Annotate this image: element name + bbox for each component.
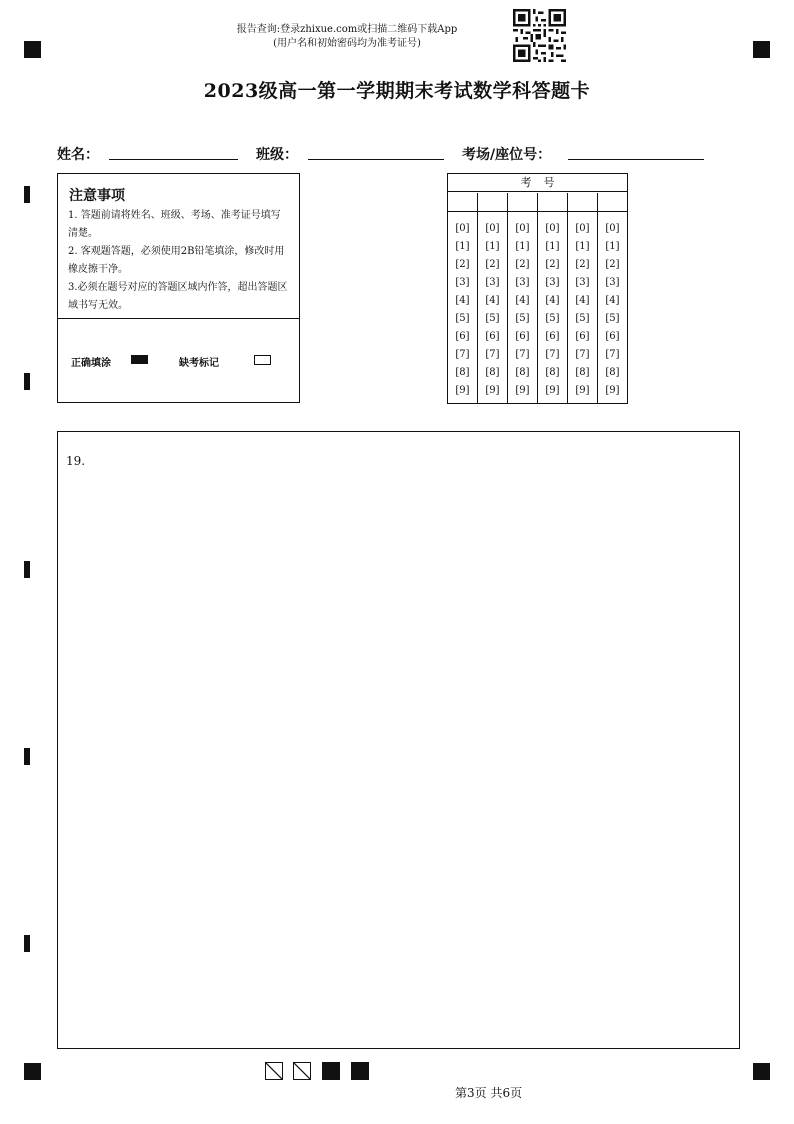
exam-digit-bubble[interactable]: [1]: [485, 241, 500, 252]
exam-digit-bubble[interactable]: [9]: [575, 385, 590, 396]
exam-digit-bubble[interactable]: [7]: [545, 349, 560, 360]
exam-digit-bubble[interactable]: [0]: [605, 223, 620, 234]
exam-digit-bubble[interactable]: [4]: [485, 295, 500, 306]
exam-digit-bubble[interactable]: [2]: [605, 259, 620, 270]
exam-digit-bubble[interactable]: [5]: [545, 313, 560, 324]
absent-mark-box[interactable]: [254, 355, 271, 365]
exam-digit-bubble[interactable]: [2]: [455, 259, 470, 270]
exam-digit-bubble[interactable]: [3]: [605, 277, 620, 288]
exam-digit-bubble[interactable]: [3]: [485, 277, 500, 288]
exam-digit-bubble[interactable]: [3]: [455, 277, 470, 288]
exam-digit-bubble[interactable]: [5]: [605, 313, 620, 324]
filled-box-icon: [322, 1062, 340, 1080]
exam-digit-bubble[interactable]: [3]: [575, 277, 590, 288]
exam-digit-bubble[interactable]: [0]: [455, 223, 470, 234]
room-seat-label: 考场/座位号：: [462, 147, 552, 163]
exam-digit-bubble[interactable]: [0]: [575, 223, 590, 234]
exam-digit-bubble[interactable]: [8]: [575, 367, 590, 378]
login-hint-note: (用户名和初始密码均为准考证号): [273, 38, 421, 49]
exam-digit-bubble[interactable]: [4]: [455, 295, 470, 306]
notice-item: 2. 客观题答题，必须使用2B铅笔填涂，修改时用橡皮擦干净。: [68, 246, 285, 275]
notice-box: [57, 173, 300, 403]
exam-number-write-box[interactable]: [568, 193, 597, 212]
exam-digit-bubble[interactable]: [9]: [545, 385, 560, 396]
class-input-line[interactable]: [308, 159, 444, 160]
exam-number-column: [537, 193, 567, 403]
exam-digit-bubble[interactable]: [6]: [455, 331, 470, 342]
name-input-line[interactable]: [109, 159, 238, 160]
exam-digit-bubble[interactable]: [9]: [485, 385, 500, 396]
exam-number-column: [477, 193, 507, 403]
exam-digit-bubble[interactable]: [6]: [605, 331, 620, 342]
exam-number-write-box[interactable]: [508, 193, 537, 212]
exam-digit-bubble[interactable]: [7]: [485, 349, 500, 360]
notice-item: 3.必须在题号对应的答题区域内作答，超出答题区域书写无效。: [68, 282, 288, 311]
exam-number-bubbles: [508, 212, 537, 400]
exam-digit-bubble[interactable]: [5]: [485, 313, 500, 324]
exam-number-column: [507, 193, 537, 403]
exam-digit-bubble[interactable]: [4]: [605, 295, 620, 306]
exam-digit-bubble[interactable]: [2]: [485, 259, 500, 270]
room-seat-input-line[interactable]: [568, 159, 704, 160]
class-label: 班级：: [256, 147, 298, 163]
registration-mark-bottom-left: [24, 1063, 41, 1080]
timing-mark: [24, 186, 30, 203]
exam-digit-bubble[interactable]: [6]: [575, 331, 590, 342]
exam-digit-bubble[interactable]: [4]: [545, 295, 560, 306]
exam-number-column: [597, 193, 627, 403]
filled-box-icon: [351, 1062, 369, 1080]
exam-number-bubbles: [538, 212, 567, 400]
exam-digit-bubble[interactable]: [8]: [515, 367, 530, 378]
exam-digit-bubble[interactable]: [8]: [455, 367, 470, 378]
exam-digit-bubble[interactable]: [1]: [455, 241, 470, 252]
exam-digit-bubble[interactable]: [5]: [575, 313, 590, 324]
exam-digit-bubble[interactable]: [4]: [575, 295, 590, 306]
correct-fill-label: 正确填涂: [71, 358, 111, 369]
exam-number-bubbles: [568, 212, 597, 400]
exam-digit-bubble[interactable]: [0]: [485, 223, 500, 234]
exam-digit-bubble[interactable]: [8]: [605, 367, 620, 378]
exam-number-write-box[interactable]: [598, 193, 627, 212]
answer-area[interactable]: [57, 431, 740, 1049]
exam-number-write-box[interactable]: [538, 193, 567, 212]
timing-mark: [24, 748, 30, 765]
report-query-note: 报告查询:登录zhixue.com或扫描二维码下载App: [236, 24, 458, 35]
exam-digit-bubble[interactable]: [0]: [545, 223, 560, 234]
slash-box-icon: [293, 1062, 311, 1080]
exam-digit-bubble[interactable]: [2]: [515, 259, 530, 270]
exam-number-grid: [447, 173, 628, 404]
exam-digit-bubble[interactable]: [9]: [605, 385, 620, 396]
exam-number-column: [448, 193, 477, 403]
exam-number-write-box[interactable]: [448, 193, 477, 212]
exam-digit-bubble[interactable]: [5]: [455, 313, 470, 324]
exam-digit-bubble[interactable]: [3]: [545, 277, 560, 288]
notice-item: 1. 答题前请将姓名、班级、考场、准考证号填写清楚。: [68, 210, 281, 239]
exam-number-bubbles: [478, 212, 507, 400]
notice-title: 注意事项: [69, 188, 125, 204]
notice-list: [68, 207, 290, 315]
exam-digit-bubble[interactable]: [0]: [515, 223, 530, 234]
absent-mark-label: 缺考标记: [179, 358, 219, 369]
exam-title: 2023级高一第一学期期末考试数学科答题卡: [203, 80, 591, 102]
name-label: 姓名：: [57, 147, 99, 163]
exam-digit-bubble[interactable]: [2]: [575, 259, 590, 270]
exam-digit-bubble[interactable]: [5]: [515, 313, 530, 324]
exam-digit-bubble[interactable]: [9]: [515, 385, 530, 396]
question-number: 19.: [66, 454, 86, 468]
exam-number-header: 考号: [448, 174, 627, 192]
registration-mark-top-right: [753, 41, 770, 58]
exam-number-column: [567, 193, 597, 403]
exam-digit-bubble[interactable]: [7]: [515, 349, 530, 360]
exam-digit-bubble[interactable]: [1]: [575, 241, 590, 252]
exam-digit-bubble[interactable]: [6]: [515, 331, 530, 342]
exam-digit-bubble[interactable]: [4]: [515, 295, 530, 306]
timing-mark: [24, 561, 30, 578]
exam-digit-bubble[interactable]: [3]: [515, 277, 530, 288]
slash-box-icon: [265, 1062, 283, 1080]
timing-mark: [24, 373, 30, 390]
notice-divider: [58, 318, 299, 319]
exam-digit-bubble[interactable]: [7]: [455, 349, 470, 360]
registration-mark-bottom-right: [753, 1063, 770, 1080]
qr-code-icon: [513, 9, 566, 62]
page-number: 第3页 共6页: [455, 1086, 523, 1100]
exam-digit-bubble[interactable]: [9]: [455, 385, 470, 396]
exam-digit-bubble[interactable]: [8]: [545, 367, 560, 378]
exam-digit-bubble[interactable]: [1]: [605, 241, 620, 252]
timing-mark: [24, 935, 30, 952]
exam-digit-bubble[interactable]: [7]: [605, 349, 620, 360]
exam-digit-bubble[interactable]: [6]: [485, 331, 500, 342]
exam-number-write-box[interactable]: [478, 193, 507, 212]
exam-number-columns: [448, 193, 627, 403]
exam-digit-bubble[interactable]: [7]: [575, 349, 590, 360]
exam-digit-bubble[interactable]: [6]: [545, 331, 560, 342]
exam-number-bubbles: [448, 212, 477, 400]
exam-digit-bubble[interactable]: [1]: [515, 241, 530, 252]
exam-digit-bubble[interactable]: [8]: [485, 367, 500, 378]
exam-digit-bubble[interactable]: [2]: [545, 259, 560, 270]
exam-digit-bubble[interactable]: [1]: [545, 241, 560, 252]
correct-fill-sample: [131, 355, 148, 364]
exam-number-bubbles: [598, 212, 627, 400]
